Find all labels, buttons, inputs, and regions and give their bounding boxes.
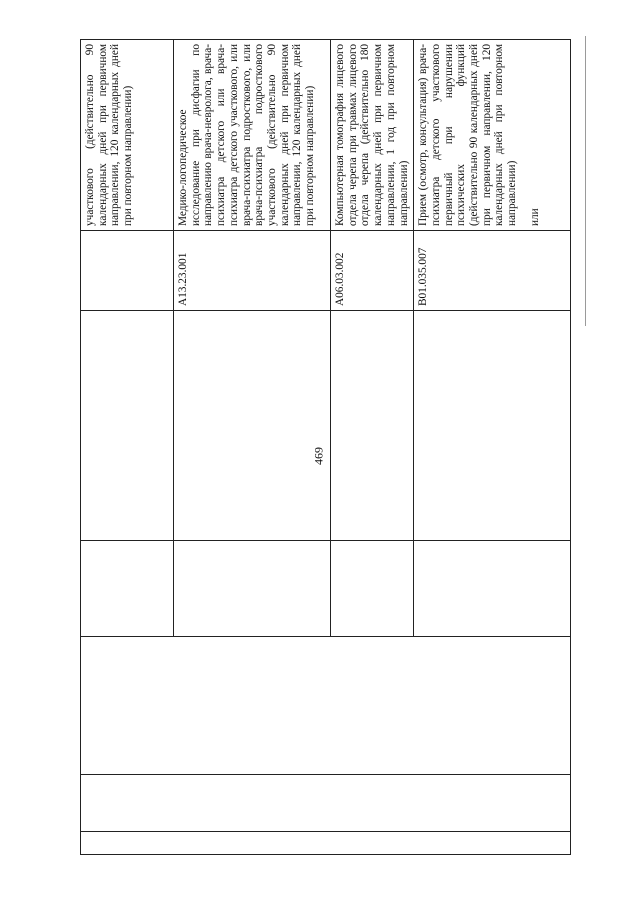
scan-edge-line [585, 36, 586, 326]
cell-blank-a [81, 541, 174, 637]
cell-blank-b [174, 311, 331, 541]
cell-service: Медико-логопедическое исследование при дисфагии по направлению врача-невролога, врача-психиатра детского или врача-психиатра детского участкового, или врача-психиатра подросткового, или врача-психиатра подросткового участкового (действительно 90 календарных дней при первичном направлении, 120 календарных дней при повторном направлении) [174, 40, 331, 231]
services-table [80, 39, 571, 855]
cell-blank-b [331, 311, 414, 541]
cell-code: B01.035.007 [414, 231, 571, 311]
service-text: Прием (осмотр, консультация) врача-психиатра детского участкового первичный при нарушении психических функций (действительно 90 календарных дней при первичном направлении, 120 календарных дней при повторном направлении) [417, 44, 519, 226]
cell-group [81, 775, 571, 832]
table-row [81, 40, 174, 855]
service-or-label: или [528, 208, 541, 226]
cell-blank-b [414, 311, 571, 541]
cell-blank-a [331, 541, 414, 637]
cell-service [414, 40, 571, 231]
cell-code: A13.23.001 [174, 231, 331, 311]
page-number: 469 [311, 447, 326, 465]
cell-service: Компьютерная томография лицевого отдела черепа при травмах лицевого отдела черепа (действительно 180 календарных дней при первичном направлении, 1 год при повторном направлении) [331, 40, 414, 231]
cell-number [81, 832, 571, 855]
cell-blank-b [81, 311, 174, 541]
cell-blank-a [174, 541, 331, 637]
cell-code [81, 231, 174, 311]
services-table-wrapper [80, 40, 541, 855]
cell-code: A06.03.002 [331, 231, 414, 311]
cell-service: участкового (действительно 90 календарных дней при первичном направлении, 120 календарных дней при повторном направлении) [81, 40, 174, 231]
cell-blank-a [414, 541, 571, 637]
cell-condition [81, 637, 571, 775]
